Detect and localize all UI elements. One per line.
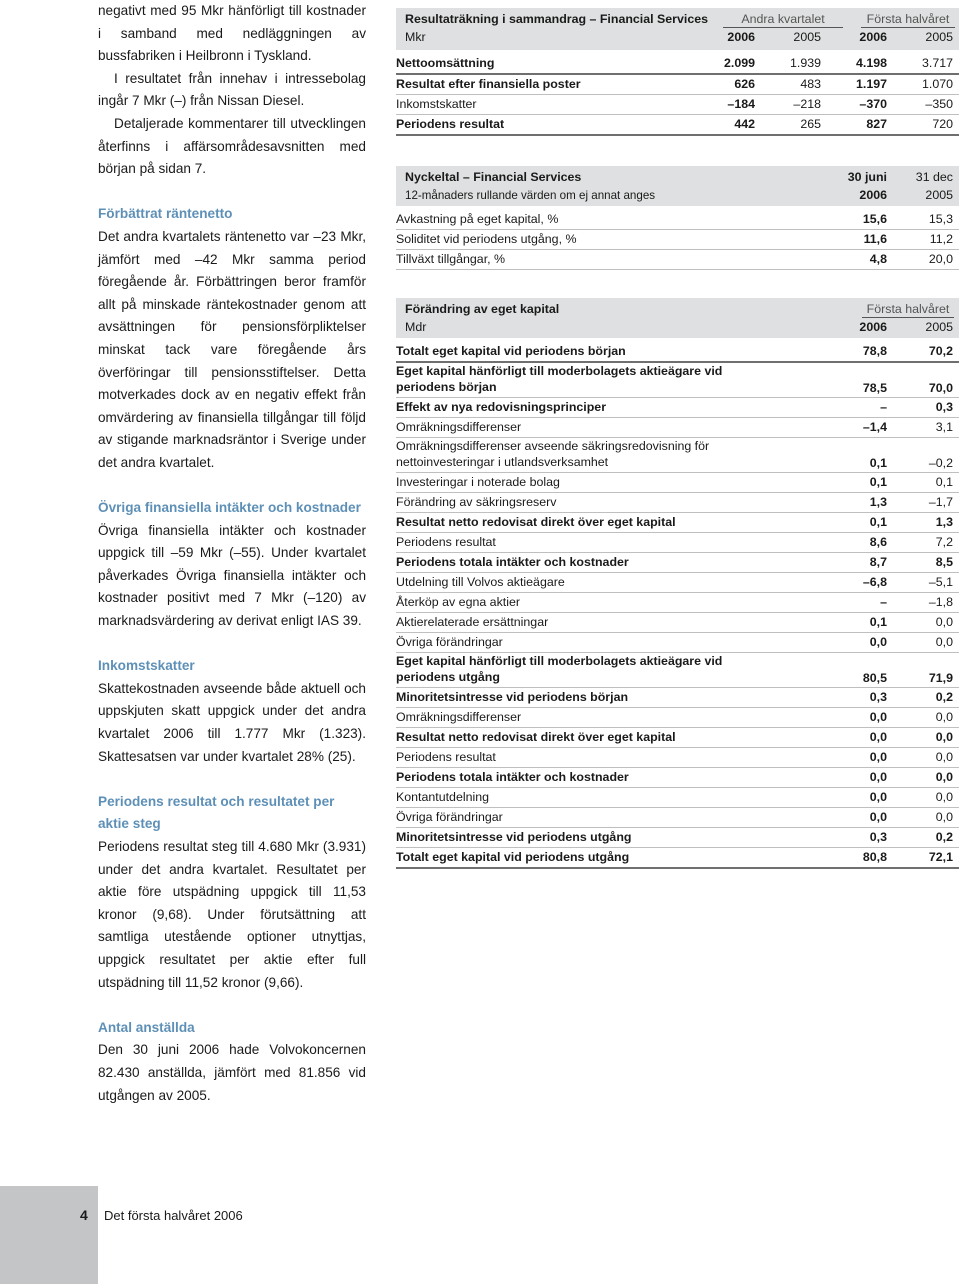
section-body-antal-anstallda: Den 30 juni 2006 hade Volvokoncernen 82.430 anställda, jämfört med 81.856 vid utgången av 2005. bbox=[98, 1042, 366, 1103]
kpi-cell-col1: 4,8 bbox=[869, 252, 887, 266]
equity-cell-col2: 1,3 bbox=[935, 515, 953, 529]
income-cell-col4: 720 bbox=[932, 117, 953, 131]
equity-cell-col2: 0,0 bbox=[935, 750, 953, 764]
section-body-inkomstskatter: Skattekostnaden avseende både aktuell och uppskjuten skatt uppgick under det andra kvartalet 2006 till 1.777 Mkr (1.323). Skattesatsen var under kvartalet 28% (25). bbox=[98, 680, 366, 764]
income-year-1: 2006 bbox=[727, 30, 755, 44]
equity-row bbox=[396, 363, 959, 398]
footer-gray-block bbox=[0, 1186, 98, 1284]
equity-row-label: Eget kapital hänförligt till moderbolagets aktieägare vid periodens början bbox=[396, 364, 723, 394]
equity-row-label: Totalt eget kapital vid periodens början bbox=[396, 344, 626, 358]
equity-row-label: Återköp av egna aktier bbox=[396, 595, 520, 609]
intro-paragraph-1: negativt med 95 Mkr hänförligt till kostnader i samband med nedläggningen av bussfabriken i Heilbronn i Tyskland. bbox=[98, 3, 366, 64]
equity-row bbox=[396, 788, 959, 808]
equity-cell-col1: 0,1 bbox=[869, 456, 887, 470]
equity-row bbox=[396, 398, 959, 418]
equity-row bbox=[396, 828, 959, 848]
equity-cell-col1: 0,1 bbox=[869, 615, 887, 629]
equity-cell-col1: 78,8 bbox=[862, 344, 887, 358]
equity-cell-col1: 0,3 bbox=[869, 690, 887, 704]
equity-row-label: Resultat netto redovisat direkt över eget kapital bbox=[396, 515, 676, 529]
kpi-cell-col2: 11,2 bbox=[929, 232, 953, 246]
equity-cell-col2: 70,2 bbox=[928, 344, 953, 358]
equity-row-label: Omräkningsdifferenser bbox=[396, 710, 522, 724]
section-heading-antal-anstallda: Antal anställda bbox=[98, 1019, 195, 1035]
kpi-row bbox=[396, 230, 959, 250]
income-cell-col3: 827 bbox=[866, 117, 887, 131]
equity-row bbox=[396, 653, 959, 688]
equity-cell-col2: 0,0 bbox=[935, 615, 953, 629]
kpi-subtitle: 12-månaders rullande värden om ej annat anges bbox=[405, 189, 656, 202]
income-cell-col1: 2.099 bbox=[723, 56, 755, 70]
income-cell-col2: 1.939 bbox=[789, 56, 821, 70]
equity-row-label: Aktierelaterade ersättningar bbox=[396, 615, 549, 629]
equity-cell-col2: 70,0 bbox=[928, 381, 953, 395]
income-group-quarter: Andra kvartalet bbox=[723, 11, 843, 28]
equity-row bbox=[396, 473, 959, 493]
equity-cell-col2: 0,0 bbox=[935, 635, 953, 649]
income-year-3: 2006 bbox=[859, 30, 887, 44]
kpi-cell-col1: 15,6 bbox=[862, 212, 887, 226]
equity-row bbox=[396, 768, 959, 788]
equity-year-2: 2005 bbox=[925, 320, 953, 334]
income-cell-col3: –370 bbox=[859, 97, 887, 111]
kpi-col2-top: 31 dec bbox=[915, 170, 953, 184]
equity-cell-col1: –6,8 bbox=[862, 575, 887, 589]
equity-cell-col1: 0,1 bbox=[869, 515, 887, 529]
income-year-2: 2005 bbox=[793, 30, 821, 44]
equity-cell-col1: 8,6 bbox=[869, 535, 887, 549]
section-body-periodens-resultat: Periodens resultat steg till 4.680 Mkr (3.931) under det andra kvartalet. Resultatet per aktie före utspädning uppgick till 11,53 kronor (9,68). Under förutsättning att samtliga utestående optioner utnyttjas, uppgick resultatet per aktie efter full utspädning till 11,52 kronor (9,66). bbox=[98, 838, 366, 990]
equity-cell-col1: 0,3 bbox=[869, 830, 887, 844]
equity-cell-col1: – bbox=[880, 595, 887, 609]
equity-row bbox=[396, 848, 959, 869]
income-cell-col1: –184 bbox=[727, 97, 755, 111]
equity-cell-col2: 0,2 bbox=[935, 690, 953, 704]
equity-row bbox=[396, 513, 959, 533]
income-cell-col3: 4.198 bbox=[855, 56, 887, 70]
kpi-row-label: Soliditet vid periodens utgång, % bbox=[396, 232, 577, 246]
equity-cell-col1: 0,0 bbox=[869, 790, 887, 804]
equity-cell-col1: 78,5 bbox=[862, 381, 887, 395]
income-cell-col3: 1.197 bbox=[855, 77, 887, 91]
equity-row bbox=[396, 613, 959, 633]
income-row bbox=[396, 75, 959, 95]
income-row-label: Periodens resultat bbox=[396, 117, 505, 131]
equity-row-label: Övriga förändringar bbox=[396, 635, 503, 649]
equity-cell-col1: 0,0 bbox=[869, 730, 887, 744]
equity-cell-col2: 7,2 bbox=[935, 535, 953, 549]
income-row bbox=[396, 115, 959, 136]
equity-row bbox=[396, 418, 959, 438]
equity-cell-col1: 0,0 bbox=[869, 770, 887, 784]
equity-cell-col1: 0,0 bbox=[869, 635, 887, 649]
equity-row bbox=[396, 553, 959, 573]
equity-cell-col2: 0,0 bbox=[935, 710, 953, 724]
equity-row-label: Omräkningsdifferenser bbox=[396, 420, 522, 434]
equity-row-label: Periodens resultat bbox=[396, 750, 496, 764]
income-row bbox=[396, 54, 959, 75]
section-heading-inkomstskatter: Inkomstskatter bbox=[98, 658, 195, 674]
kpi-row-label: Tillväxt tillgångar, % bbox=[396, 252, 506, 266]
equity-cell-col2: 3,1 bbox=[935, 420, 953, 434]
section-body-ovriga-finansiella: Övriga finansiella intäkter och kostnader uppgick till –59 Mkr (–55). Under kvartalet påverkades Övriga finansiella intäkter och kostnader positivt med 7 Mkr (–120) av marknadsvärdering av derivat enligt IAS 39. bbox=[98, 522, 366, 629]
intro-paragraph-3: Detaljerade kommentarer till utvecklingen återfinns i affärsområdesavsnitten med början på sidan 7. bbox=[98, 115, 366, 177]
equity-cell-col2: –1,7 bbox=[928, 495, 953, 509]
equity-row bbox=[396, 688, 959, 708]
equity-row-label: Minoritetsintresse vid periodens utgång bbox=[396, 830, 632, 844]
equity-row-label: Utdelning till Volvos aktieägare bbox=[396, 575, 565, 589]
income-unit: Mkr bbox=[405, 30, 426, 44]
kpi-table-body bbox=[396, 210, 959, 270]
equity-row-label: Resultat netto redovisat direkt över eget kapital bbox=[396, 730, 676, 744]
equity-cell-col1: 80,8 bbox=[862, 850, 887, 864]
equity-row-label: Effekt av nya redovisningsprinciper bbox=[396, 400, 607, 414]
equity-cell-col2: 71,9 bbox=[928, 671, 953, 685]
kpi-table-title: Nyckeltal – Financial Services bbox=[405, 170, 582, 184]
income-row-label: Resultat efter finansiella poster bbox=[396, 77, 581, 91]
equity-cell-col1: 0,0 bbox=[869, 710, 887, 724]
equity-row-label: Periodens totala intäkter och kostnader bbox=[396, 770, 629, 784]
equity-cell-col2: –5,1 bbox=[928, 575, 953, 589]
equity-row bbox=[396, 748, 959, 768]
equity-row bbox=[396, 593, 959, 613]
page-number: 4 bbox=[80, 1207, 88, 1223]
kpi-row bbox=[396, 210, 959, 230]
section-heading-rantenetto: Förbättrat räntenetto bbox=[98, 206, 233, 222]
kpi-table-header bbox=[396, 166, 959, 206]
equity-row-label: Periodens totala intäkter och kostnader bbox=[396, 555, 629, 569]
equity-row bbox=[396, 728, 959, 748]
equity-row bbox=[396, 708, 959, 728]
income-cell-col4: 1.070 bbox=[921, 77, 953, 91]
equity-row bbox=[396, 573, 959, 593]
equity-cell-col1: 0,0 bbox=[869, 810, 887, 824]
equity-row-label: Minoritetsintresse vid periodens början bbox=[396, 690, 629, 704]
body-text-column bbox=[98, 0, 366, 1107]
equity-cell-col1: – bbox=[880, 400, 887, 414]
income-table-title: Resultaträkning i sammandrag – Financial Services bbox=[405, 12, 709, 26]
equity-cell-col1: 80,5 bbox=[862, 671, 887, 685]
kpi-col2-year: 2005 bbox=[925, 188, 953, 202]
equity-cell-col1: 0,1 bbox=[869, 475, 887, 489]
income-statement-table bbox=[396, 8, 959, 136]
intro-paragraph-2: I resultatet från innehav i intressebolag ingår 7 Mkr (–) från Nissan Diesel. bbox=[98, 70, 366, 109]
equity-row bbox=[396, 493, 959, 513]
income-group-halfyear: Första halvåret bbox=[861, 11, 955, 28]
equity-row bbox=[396, 808, 959, 828]
kpi-col1-year: 2006 bbox=[859, 188, 887, 202]
income-year-4: 2005 bbox=[925, 30, 953, 44]
equity-row bbox=[396, 633, 959, 653]
equity-row-label: Eget kapital hänförligt till moderbolagets aktieägare vid periodens utgång bbox=[396, 654, 723, 684]
income-cell-col2: –218 bbox=[793, 97, 821, 111]
kpi-table bbox=[396, 166, 959, 270]
equity-cell-col2: –1,8 bbox=[928, 595, 953, 609]
equity-cell-col1: –1,4 bbox=[862, 420, 887, 434]
equity-cell-col2: 8,5 bbox=[935, 555, 953, 569]
equity-cell-col1: 1,3 bbox=[869, 495, 887, 509]
equity-cell-col2: 0,0 bbox=[935, 790, 953, 804]
equity-cell-col2: 0,0 bbox=[935, 770, 953, 784]
equity-table-header bbox=[396, 298, 959, 338]
equity-unit: Mdr bbox=[405, 320, 427, 334]
section-heading-periodens-resultat: Periodens resultat och resultatet per aktie steg bbox=[98, 793, 335, 832]
equity-row bbox=[396, 533, 959, 553]
equity-table-body bbox=[396, 342, 959, 869]
kpi-cell-col2: 15,3 bbox=[928, 212, 953, 226]
equity-group-halfyear: Första halvåret bbox=[862, 301, 954, 318]
income-cell-col4: –350 bbox=[925, 97, 953, 111]
equity-cell-col2: 0,0 bbox=[935, 730, 953, 744]
equity-cell-col1: 0,0 bbox=[869, 750, 887, 764]
kpi-row-label: Avkastning på eget kapital, % bbox=[396, 212, 559, 226]
equity-row-label: Förändring av säkringsreserv bbox=[396, 495, 557, 509]
equity-row-label: Omräkningsdifferenser avseende säkringsredovisning för nettoinvesteringar i utlandsverksamhet bbox=[396, 439, 710, 469]
income-table-header bbox=[396, 8, 959, 50]
income-cell-col4: 3.717 bbox=[921, 56, 953, 70]
equity-row-label: Övriga förändringar bbox=[396, 810, 503, 824]
kpi-cell-col1: 11,6 bbox=[863, 232, 887, 246]
income-row-label: Inkomstskatter bbox=[396, 97, 477, 111]
equity-cell-col2: 0,3 bbox=[935, 400, 953, 414]
document-title: Det första halvåret 2006 bbox=[104, 1208, 243, 1223]
equity-row-label: Kontantutdelning bbox=[396, 790, 490, 804]
income-cell-col2: 265 bbox=[800, 117, 821, 131]
equity-year-1: 2006 bbox=[859, 320, 887, 334]
equity-cell-col2: 0,2 bbox=[935, 830, 953, 844]
income-cell-col1: 442 bbox=[734, 117, 755, 131]
income-cell-col2: 483 bbox=[800, 77, 821, 91]
kpi-cell-col2: 20,0 bbox=[928, 252, 953, 266]
equity-row-label: Investeringar i noterade bolag bbox=[396, 475, 560, 489]
income-row-label: Nettoomsättning bbox=[396, 56, 495, 70]
kpi-row bbox=[396, 250, 959, 270]
income-row bbox=[396, 95, 959, 115]
equity-cell-col2: 0,0 bbox=[935, 810, 953, 824]
kpi-col1-top: 30 juni bbox=[847, 170, 887, 184]
equity-row-label: Totalt eget kapital vid periodens utgång bbox=[396, 850, 630, 864]
equity-change-table bbox=[396, 298, 959, 869]
income-table-body bbox=[396, 54, 959, 136]
equity-row bbox=[396, 438, 959, 473]
equity-cell-col2: 0,1 bbox=[935, 475, 953, 489]
section-heading-ovriga-finansiella: Övriga finansiella intäkter och kostnader bbox=[98, 500, 361, 516]
equity-cell-col2: 72,1 bbox=[928, 850, 953, 864]
equity-cell-col2: –0,2 bbox=[928, 456, 953, 470]
income-cell-col1: 626 bbox=[734, 77, 755, 91]
equity-row bbox=[396, 342, 959, 363]
equity-cell-col1: 8,7 bbox=[869, 555, 887, 569]
section-body-rantenetto: Det andra kvartalets räntenetto var –23 Mkr, jämfört med –42 Mkr samma period föregående år. Förbättringen beror framför allt på minskade räntekostnader genom att avsättningen för pensionsförpliktelser minskat tack vare föregående års överföringar till pensionsstiftelser. Detta motverkades dock av en negativ effekt från omvärdering av finansiella tillgångar till följd av stigande marknadsräntor i Sverige under det andra kvartalet. bbox=[98, 228, 366, 470]
equity-table-title: Förändring av eget kapital bbox=[405, 302, 560, 316]
equity-row-label: Periodens resultat bbox=[396, 535, 496, 549]
